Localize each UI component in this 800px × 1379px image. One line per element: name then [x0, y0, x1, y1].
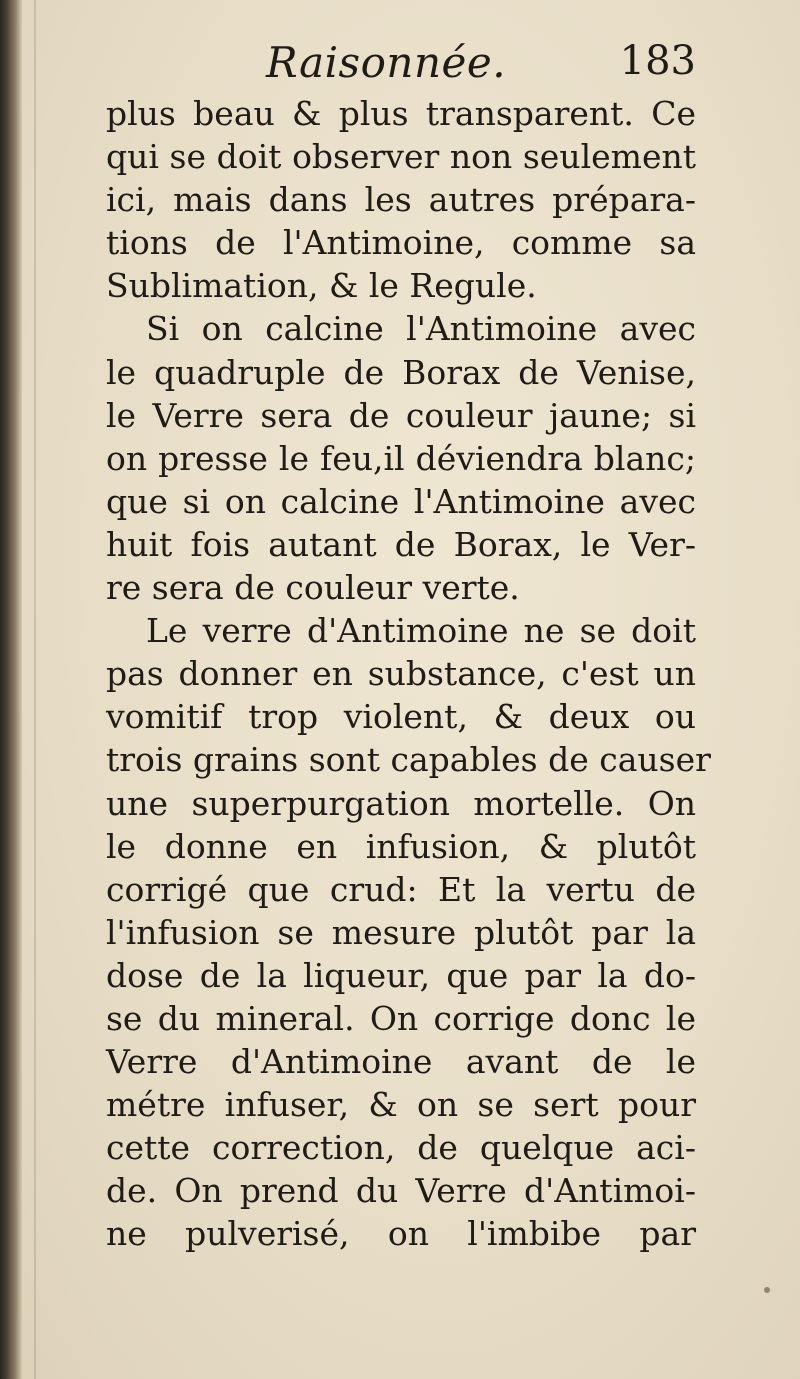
paper-speck	[764, 1287, 770, 1293]
text-line: ne pulverisé, on l'imbibe par	[106, 1214, 696, 1254]
text-line: on presse le feu,il déviendra blanc;	[106, 438, 696, 478]
text-line: vomitif trop violent, & deux ou	[106, 697, 696, 737]
text-line: le Verre sera de couleur jaune; si	[106, 395, 696, 435]
text-line: re sera de couleur verte.	[106, 568, 520, 608]
text-line: une superpurgation mortelle. On	[106, 783, 696, 823]
text-line: cette correction, de quelque aci-	[106, 1128, 696, 1168]
text-line: l'infusion se mesure plutôt par la	[106, 912, 696, 952]
text-line: de. On prend du Verre d'Antimoi-	[106, 1171, 696, 1211]
page-number: 183	[619, 38, 696, 84]
text-line: corrigé que crud: Et la vertu de	[106, 869, 696, 909]
text-line: Sublimation, & le Regule.	[106, 266, 537, 306]
text-line: pas donner en substance, c'est un	[106, 654, 696, 694]
text-line: qui se doit observer non seulement	[106, 137, 696, 177]
page-header	[106, 34, 696, 90]
text-line: que si on calcine l'Antimoine avec	[106, 481, 696, 521]
text-line: métre infuser, & on se sert pour	[106, 1085, 696, 1125]
text-line: tions de l'Antimoine, comme sa	[106, 223, 696, 263]
text-line: se du mineral. On corrige donc le	[106, 998, 696, 1038]
text-line: dose de la liqueur, que par la do-	[106, 955, 696, 995]
text-line: le quadruple de Borax de Venise,	[106, 352, 696, 392]
page-fold-shadow	[34, 0, 36, 1379]
page-body-text	[106, 92, 711, 1256]
text-line: le donne en infusion, & plutôt	[106, 826, 696, 866]
text-line: Verre d'Antimoine avant de le	[106, 1042, 696, 1082]
text-line: trois grains sont capables de causer	[106, 740, 711, 780]
book-binding-gutter	[0, 0, 22, 1379]
text-line: Le verre d'Antimoine ne se doit	[146, 611, 696, 651]
text-line: plus beau & plus transparent. Ce	[106, 94, 696, 133]
text-line: Si on calcine l'Antimoine avec	[146, 309, 696, 349]
text-line: huit fois autant de Borax, le Ver-	[106, 524, 696, 564]
running-title: Raisonnée.	[266, 38, 507, 87]
text-line: ici, mais dans les autres prépara-	[106, 180, 696, 220]
